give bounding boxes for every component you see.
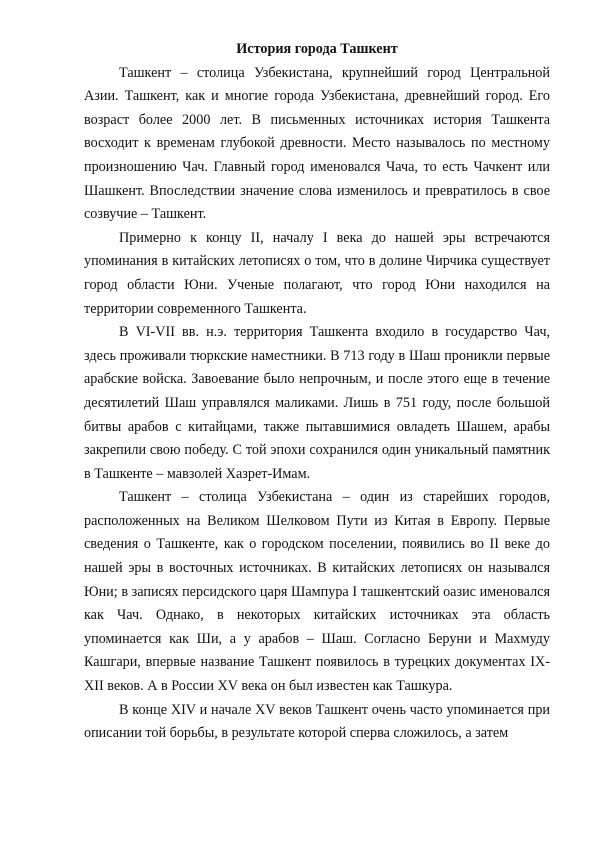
- paragraph-2: Примерно к концу II, началу I века до нашей эры встречаются упоминания в китайских летописях о том, что в долине Чирчика существует город области Юни. Ученые полагают, что город Юни находился на территории современного Ташкента.: [84, 229, 550, 317]
- paragraph-1: Ташкент – столица Узбекистана, крупнейший город Центральной Азии. Ташкент, как и многие города Узбекистана, древнейший город. Его возраст более 2000 лет. В письменных источниках история Ташкента восходит к временам глубокой древности. Место называлось по местному произношению Чач. Главный город именовался Чача, то есть Чачкент или Шашкент. Впоследствии значение слова изменилось и превратилось в свое созвучие – Ташкент.: [84, 64, 550, 223]
- paragraph-3: В VI-VII вв. н.э. территория Ташкента входило в государство Чач, здесь проживали тюркские наместники. В 713 году в Шаш проникли первые арабские войска. Завоевание было непрочным, и после этого еще в течение десятилетий Шаш управлялся маликами. Лишь в 751 году, после большой битвы арабов с китайцами, также пытавшимися овладеть Шашем, арабы закрепили свою победу. С той эпохи сохранился один уникальный памятник в Ташкенте – мавзолей Хазрет-Имам.: [84, 324, 550, 482]
- paragraph-5: В конце XIV и начале XV веков Ташкент очень часто упоминается при описании той борьбы, в результате которой сперва сложилось, а затем: [84, 701, 550, 742]
- document-page: [84, 38, 550, 746]
- document-title: История города Ташкент: [236, 41, 398, 57]
- paragraph-4: Ташкент – столица Узбекистана – один из старейших городов, расположенных на Великом Шелковом Пути из Китая в Европу. Первые сведения о Ташкенте, как о городском поселении, появились во II веке до нашей эры в восточных источниках. В китайских летописях он назывался Юни; в записях персидского царя Шампура I ташкентский оазис именовался как Чач. Однако, в некоторых китайских источниках эта область упоминается как Ши, а у арабов – Шаш. Согласно Беруни и Махмуду Кашгари, впервые название Ташкент появилось в турецких документах IX-XII веков. А в России XV века он был известен как Ташкура.: [84, 489, 550, 695]
